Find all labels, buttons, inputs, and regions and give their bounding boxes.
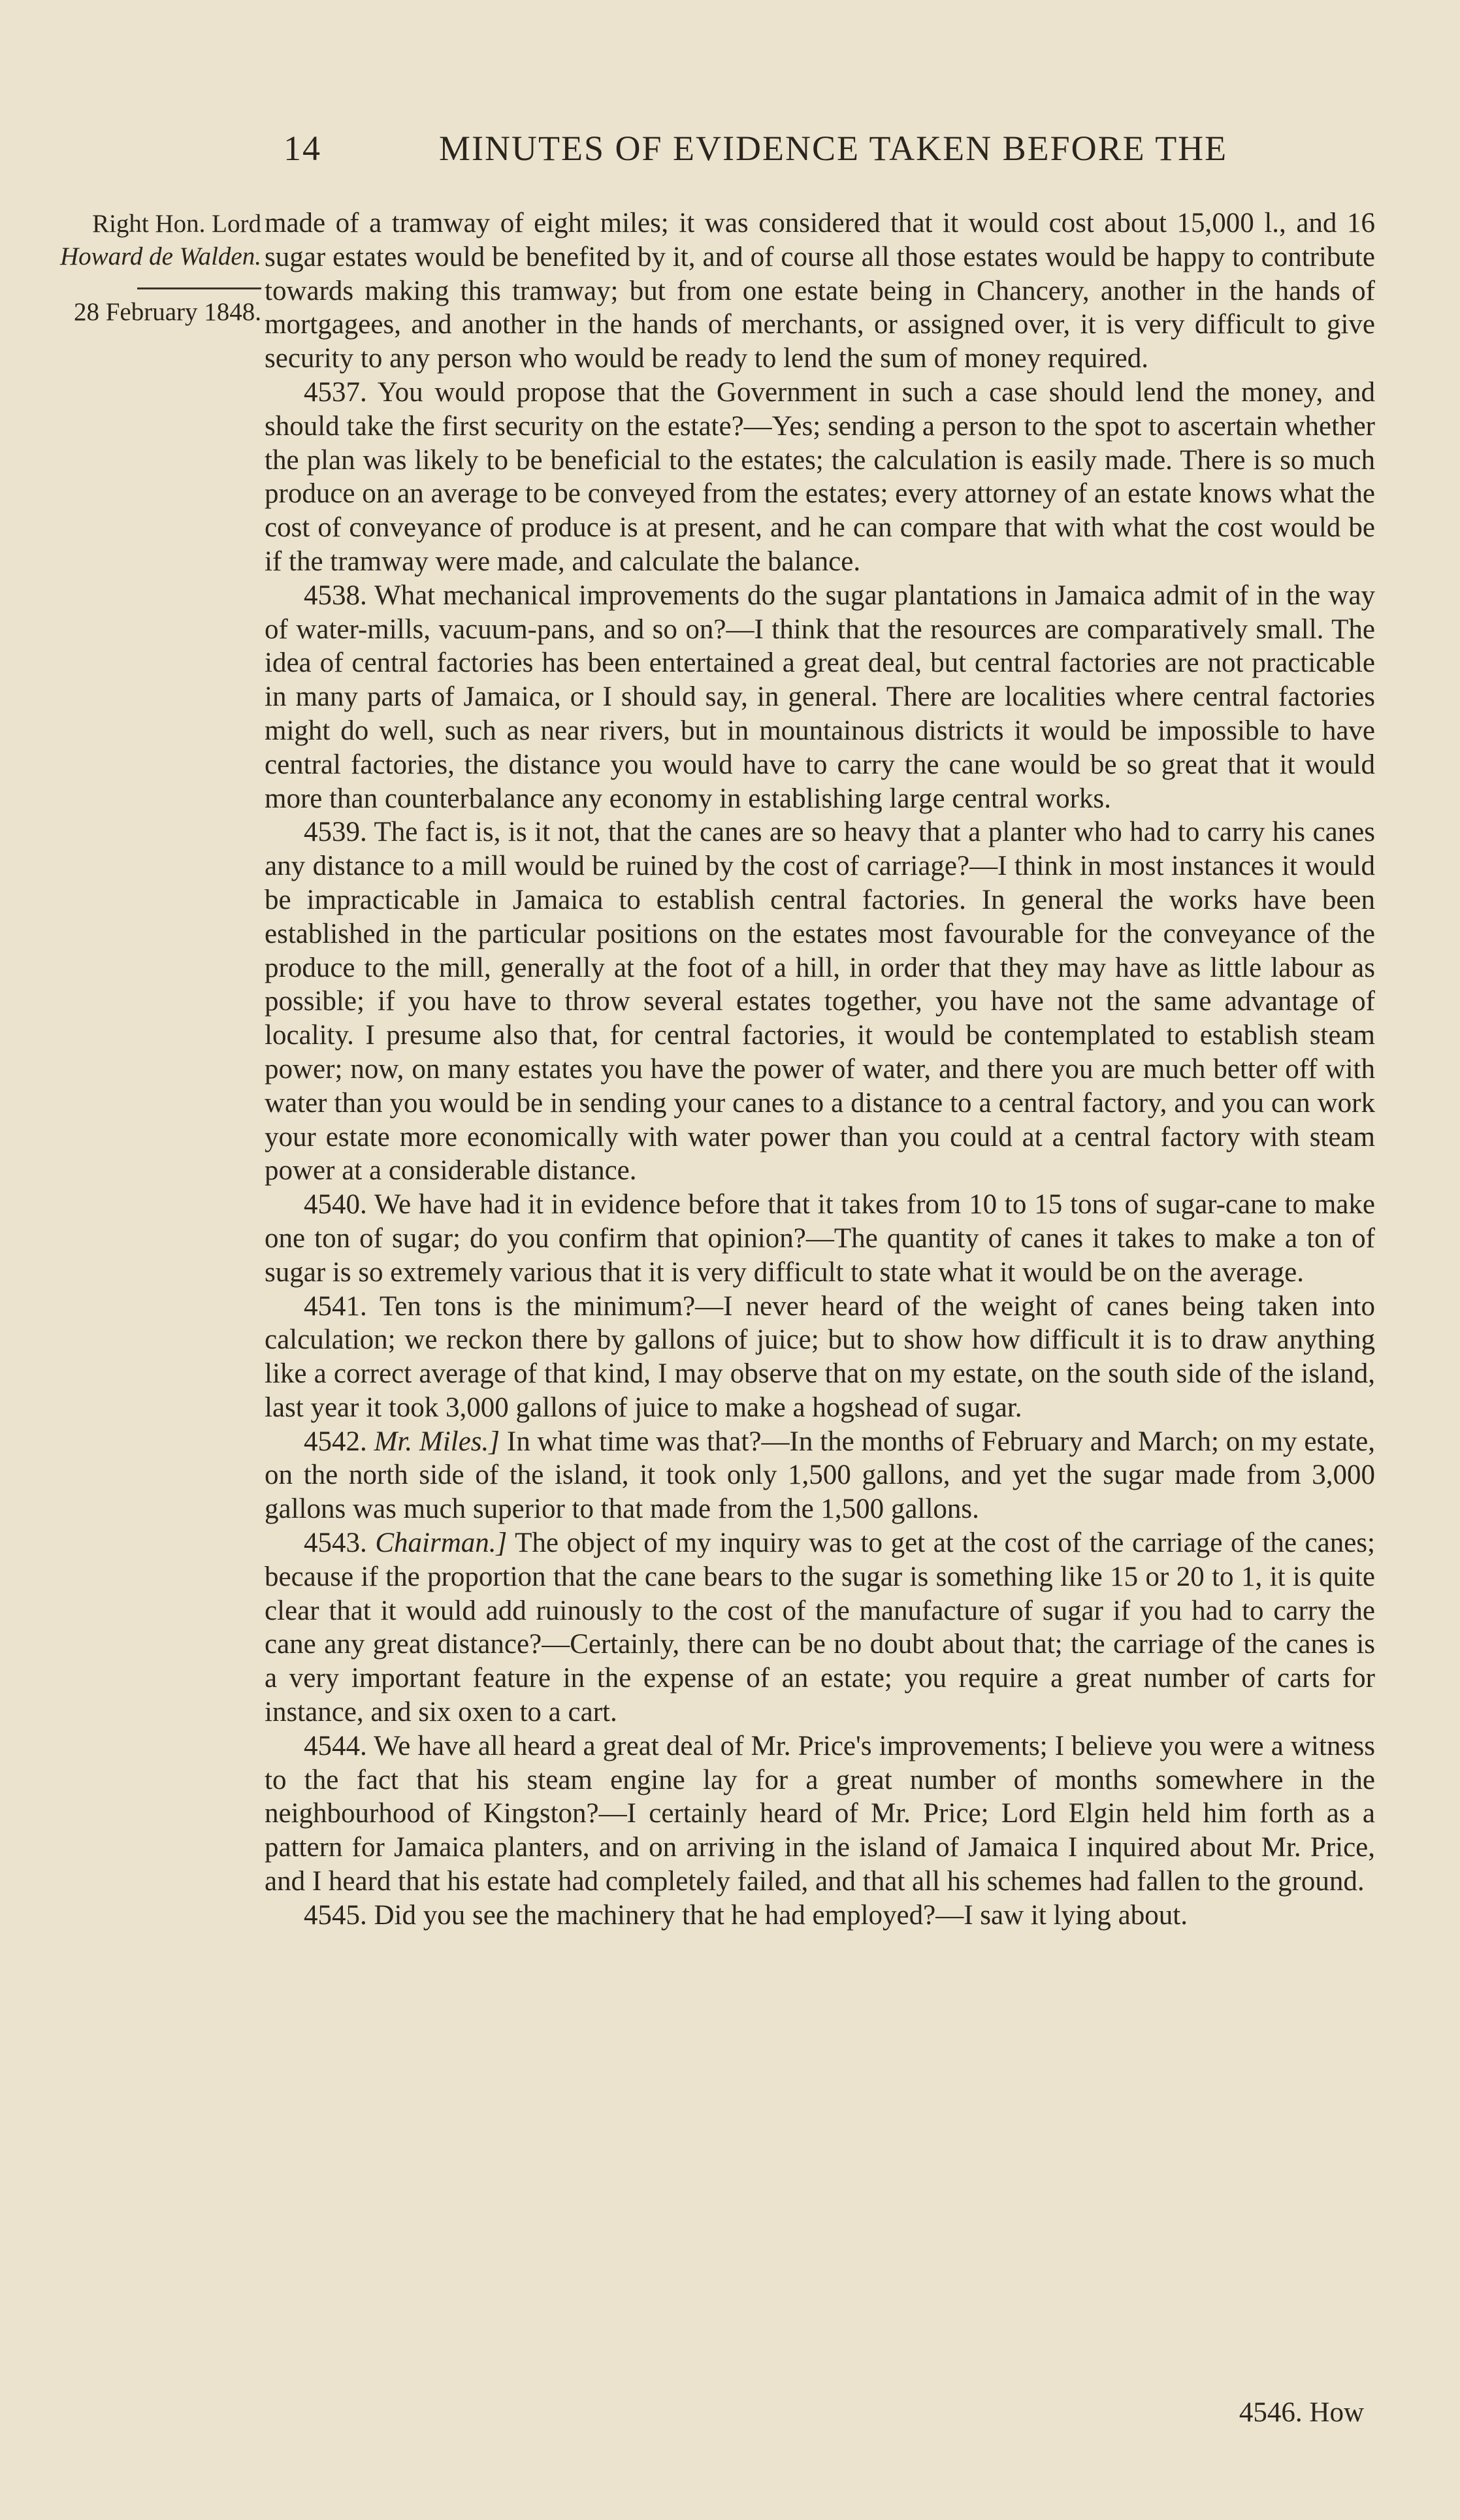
- paragraph-text: In what time was that?—In the months of February and March; on my estate, on the north side of the island, it took only 1,500 gallons, and yet the sugar made from 3,000 gallons was much superior to that made from the 1,500 gallons.: [265, 1426, 1376, 1525]
- question-number: 4541.: [304, 1290, 367, 1322]
- question-4544: [265, 1729, 1375, 1899]
- question-number: 4539.: [304, 817, 367, 848]
- question-number: 4543.: [304, 1528, 367, 1559]
- page-number: 14: [284, 129, 321, 168]
- witness-name: Howard de Walden.: [59, 242, 261, 270]
- question-4542: [265, 1425, 1375, 1526]
- question-4541: [265, 1290, 1375, 1425]
- question-number: 4545.: [304, 1899, 367, 1931]
- running-title: MINUTES OF EVIDENCE TAKEN BEFORE THE: [439, 129, 1228, 168]
- question-4545: [265, 1899, 1375, 1933]
- question-number: 4544.: [304, 1730, 367, 1761]
- question-4538: [265, 579, 1375, 816]
- evidence-date: 28 February 1848.: [73, 298, 261, 326]
- margin-rule: [137, 287, 261, 289]
- question-number: 4537.: [304, 376, 367, 408]
- speaker-label: Chairman.]: [375, 1528, 508, 1559]
- evidence-text: [265, 206, 1375, 1933]
- paragraph-text: The object of my inquiry was to get at the cost of the carriage of the canes; because if the proportion that the cane bears to the sugar is something like 15 or 20 to 1, it is quite clear that it would add ruinously to the cost of the manufacture of sugar if you had to carry the cane any great distance?—Certainly, there can be no doubt about that; the carriage of the canes is a very important feature in the expense of an estate; you require a great number of carts for instance, and six oxen to a cart.: [265, 1528, 1375, 1728]
- paragraph-text: The fact is, is it not, that the canes are so heavy that a planter who had to carry his canes any distance to a mill would be ruined by the cost of carriage?—I think in most instances it would be impracticable in Jamaica to establish central factories. In general the works have been established in the particular positions on the estates most favourable for the conveyance of the produce to the mill, generally at the foot of a hill, in order that they may have as little labour as possible; if you have to throw several estates together, you have not the same advantage of locality. I presume also that, for central factories, it would be contemplated to establish steam power; now, on many estates you have the power of water, and there you are much better off with water than you would be in sending your canes to a distance to a central factory, and you can work your estate more economically with water power than you could at a central factory with steam power at a considerable distance.: [265, 817, 1375, 1186]
- speaker-label: Mr. Miles.]: [374, 1426, 500, 1457]
- paragraph-text: You would propose that the Government in such a case should lend the money, and should take the first security on the estate?—Yes; sending a person to the spot to ascertain whether the plan was likely to be beneficial to the estates; the calculation is easily made. There is so much produce on an average to be conveyed from the estates; every attorney of an estate knows what the cost of conveyance of produce is at present, and he can compare that with what the cost would be if the tramway were made, and calculate the balance.: [265, 376, 1376, 577]
- question-4539: [265, 815, 1375, 1188]
- paragraph-text: made of a tramway of eight miles; it was considered that it would cost about 15,000 l., and 16 sugar estates would be benefited by it, and of course all those estates would be happy to contribute towards making this tramway; but from one estate being in Chancery, another in the hands of mortgagees, and another in the hands of merchants, or assigned over, it is very difficult to give security to any person who would be ready to lend the sum of money required.: [265, 208, 1375, 374]
- paragraph-text: We have all heard a great deal of Mr. Price's improvements; I believe you were a witness to the fact that his steam engine lay for a great number of months somewhere in the neighbourhood of Kingston?—I certainly heard of Mr. Price; Lord Elgin held him forth as a pattern for Jamaica planters, and on arriving in the island of Jamaica I inquired about Mr. Price, and I heard that his estate had completely failed, and that all his schemes had fallen to the ground.: [265, 1730, 1375, 1897]
- question-4543: [265, 1526, 1375, 1729]
- catchword: 4546. How: [1239, 2397, 1364, 2428]
- page-header: [276, 128, 1386, 174]
- question-number: 4542.: [304, 1426, 367, 1457]
- question-4540: [265, 1188, 1375, 1289]
- paragraph-continued: [265, 206, 1375, 376]
- question-number: 4538.: [304, 580, 367, 611]
- paragraph-text: What mechanical improvements do the sugar plantations in Jamaica admit of in the way of water-mills, vacuum-pans, and so on?—I think that the resources are comparatively small. The idea of central factories has been entertained a great deal, but central factories are not practicable in many parts of Jamaica, or I should say, in general. There are localities where central factories might do well, such as near rivers, but in mountainous districts it would be impossible to have central factories, the distance you would have to carry the cane would be so great that it would more than counterbalance any economy in establishing large central works.: [265, 580, 1375, 814]
- paragraph-text: We have had it in evidence before that it takes from 10 to 15 tons of sugar-cane to make one ton of sugar; do you confirm that opinion?—The quantity of canes it takes to make a ton of sugar is so extremely various that it is very difficult to state what it would be on the average.: [265, 1189, 1375, 1288]
- margin-note: [26, 208, 261, 329]
- paragraph-text: Did you see the machinery that he had employed?—I saw it lying about.: [374, 1899, 1188, 1931]
- witness-title: Right Hon. Lord: [92, 210, 261, 238]
- question-number: 4540.: [304, 1189, 367, 1220]
- question-4537: [265, 376, 1375, 579]
- paragraph-text: Ten tons is the minimum?—I never heard of the weight of canes being taken into calculation; we reckon there by gallons of juice; but to show how difficult it is to draw anything like a correct average of that kind, I may observe that on my estate, on the south side of the island, last year it took 3,000 gallons of juice to make a hogshead of sugar.: [265, 1290, 1375, 1423]
